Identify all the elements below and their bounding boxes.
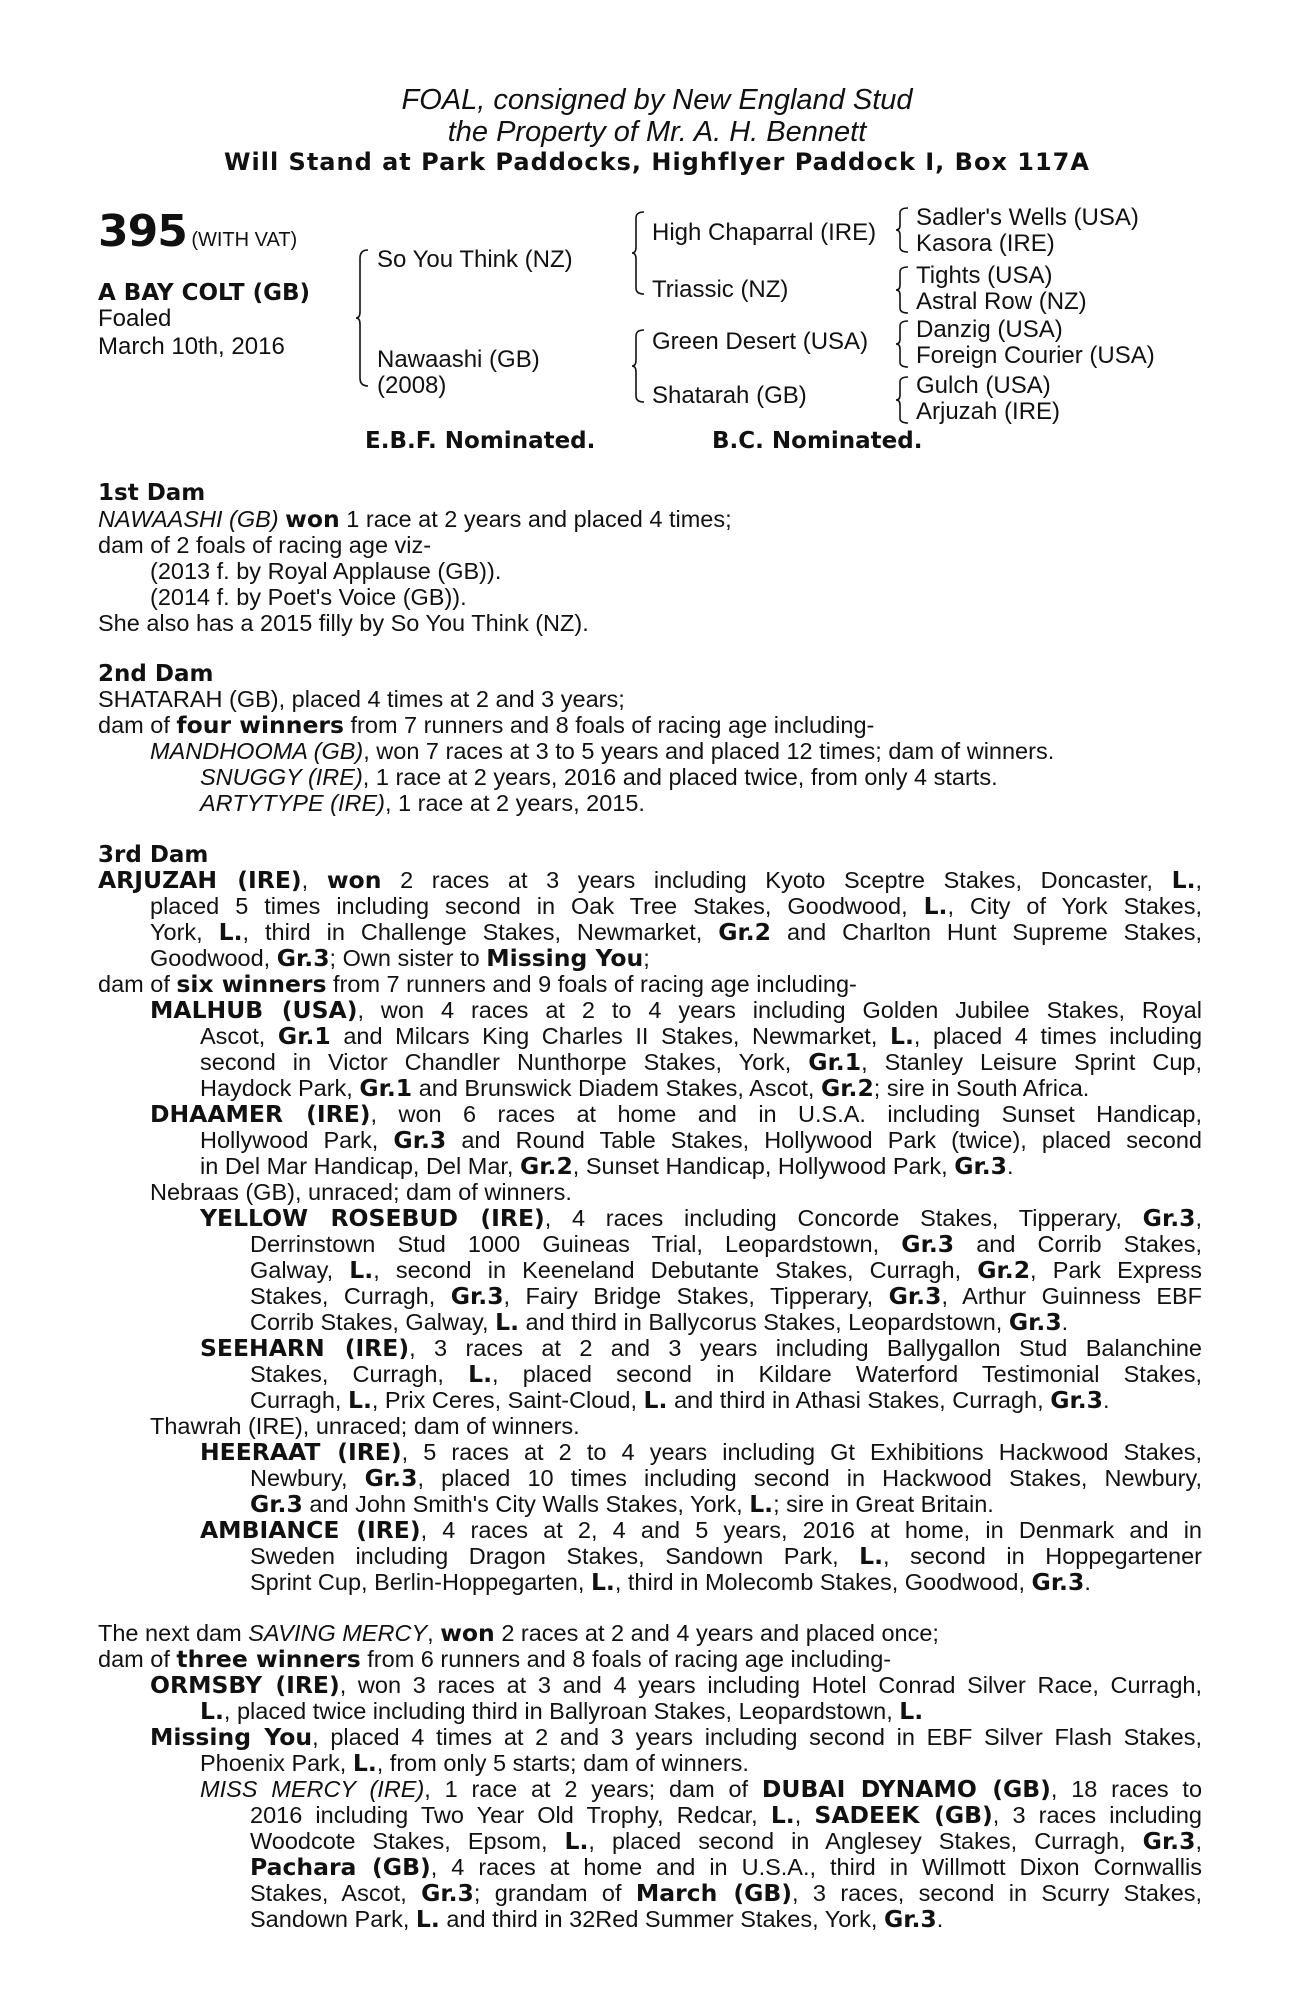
ss-bracket <box>896 206 910 256</box>
malhub-line-4: Haydock Park, Gr.1 and Brunswick Diadem Stakes, Ascot, Gr.2; sire in South Africa. <box>200 1074 1090 1102</box>
missing-you-line-1: Missing You, placed 4 times at 2 and 3 years including second in EBF Silver Flash Stakes, <box>150 1723 1202 1751</box>
dd-bracket <box>896 375 910 427</box>
yellow-rosebud-line-3: Galway, L., second in Keeneland Debutante Stakes, Curragh, Gr.2, Park Express <box>250 1256 1203 1284</box>
miss-mercy-line-1: MISS MERCY (IRE), 1 race at 2 years; dam of DUBAI DYNAMO (GB), 18 races to <box>200 1775 1203 1803</box>
second-dam-runner-1: MANDHOOMA (GB), won 7 races at 3 to 5 years and placed 12 times; dam of winners. <box>150 738 1055 764</box>
parents-bracket <box>356 248 370 388</box>
dam-year: (2008) <box>377 372 447 399</box>
property-line: the Property of Mr. A. H. Bennett <box>447 116 867 148</box>
second-dam-produce: dam of four winners from 7 runners and 8 foals of racing age including- <box>98 711 875 739</box>
miss-mercy-line-4: Pachara (GB), 4 races at home and in U.S.A., third in Willmott Dixon Cornwallis <box>250 1853 1202 1881</box>
first-dam-filly: She also has a 2015 filly by So You Think (NZ). <box>98 610 589 636</box>
sire-sire: High Chaparral (IRE) <box>652 219 877 246</box>
ds-sire: Danzig (USA) <box>916 316 1063 343</box>
ss-dam: Kasora (IRE) <box>916 230 1055 257</box>
lot-title: A BAY COLT (GB) <box>98 280 311 306</box>
lot-number: 395 <box>98 206 187 257</box>
ss-sire: Sadler's Wells (USA) <box>916 204 1139 231</box>
malhub-line-3: second in Victor Chandler Nunthorpe Stakes, York, Gr.1, Stanley Leisure Sprint Cup, <box>200 1048 1202 1076</box>
dhaamer-line-3: in Del Mar Handicap, Del Mar, Gr.2, Sunset Handicap, Hollywood Park, Gr.3. <box>200 1152 1014 1180</box>
miss-mercy-line-6: Sandown Park, L. and third in 32Red Summer Stakes, York, Gr.3. <box>250 1905 944 1933</box>
dhaamer-line-1: DHAAMER (IRE), won 6 races at home and in U.S.A. including Sunset Handicap, <box>150 1100 1202 1128</box>
thawrah-line: Thawrah (IRE), unraced; dam of winners. <box>150 1413 580 1439</box>
seeharn-line-2: Stakes, Curragh, L., placed second in Kildare Waterford Testimonial Stakes, <box>250 1360 1202 1388</box>
miss-mercy-line-2: 2016 including Two Year Old Trophy, Redcar, L., SADEEK (GB), 3 races including <box>250 1801 1202 1829</box>
first-dam-produce-intro: dam of 2 foals of racing age viz- <box>98 532 432 558</box>
consignor-line: FOAL, consigned by New England Stud <box>401 84 913 116</box>
ambiance-line-2: Sweden including Dragon Stakes, Sandown Park, L., second in Hoppegartener <box>250 1542 1202 1570</box>
arjuzah-line-1: ARJUZAH (IRE), won 2 races at 3 years including Kyoto Sceptre Stakes, Doncaster, L., <box>98 866 1203 894</box>
second-dam-heading: 2nd Dam <box>98 661 214 687</box>
vat-note: (WITH VAT) <box>191 229 298 251</box>
ormsby-line-1: ORMSBY (IRE), won 3 races at 3 and 4 years including Hotel Conrad Silver Race, Curragh, <box>150 1671 1202 1699</box>
sire-line-bracket <box>632 210 646 296</box>
third-dam-heading: 3rd Dam <box>98 842 209 868</box>
second-dam-runner-2: SNUGGY (IRE), 1 race at 2 years, 2016 and placed twice, from only 4 starts. <box>200 764 998 790</box>
sd-dam: Astral Row (NZ) <box>916 288 1087 315</box>
ambiance-line-1: AMBIANCE (IRE), 4 races at 2, 4 and 5 years, 2016 at home, in Denmark and in <box>200 1516 1202 1544</box>
foaled-date: March 10th, 2016 <box>98 333 285 360</box>
dd-sire: Gulch (USA) <box>916 372 1051 399</box>
bc-nominated: B.C. Nominated. <box>712 428 923 454</box>
ormsby-line-2: L., placed twice including third in Ballyroan Stakes, Leopardstown, L. <box>200 1697 924 1725</box>
yellow-rosebud-line-5: Corrib Stakes, Galway, L. and third in Ballycorus Stakes, Leopardstown, Gr.3. <box>250 1308 1069 1336</box>
sire: So You Think (NZ) <box>377 246 573 273</box>
seeharn-line-1: SEEHARN (IRE), 3 races at 2 and 3 years including Ballygallon Stud Balanchine <box>200 1334 1202 1362</box>
lot-number-row <box>98 206 297 257</box>
sire-dam: Triassic (NZ) <box>652 276 789 303</box>
dd-dam: Arjuzah (IRE) <box>916 398 1061 425</box>
sd-bracket <box>896 265 910 317</box>
heeraat-line-3: Gr.3 and John Smith's City Walls Stakes, York, L.; sire in Great Britain. <box>250 1490 994 1518</box>
foaled-label: Foaled <box>98 305 172 332</box>
ambiance-line-3: Sprint Cup, Berlin-Hoppegarten, L., third in Molecomb Stakes, Goodwood, Gr.3. <box>250 1568 1091 1596</box>
heeraat-line-2: Newbury, Gr.3, placed 10 times including second in Hackwood Stakes, Newbury, <box>250 1464 1202 1492</box>
dam-dam: Shatarah (GB) <box>652 382 807 409</box>
second-dam-line: SHATARAH (GB), placed 4 times at 2 and 3 years; <box>98 686 625 712</box>
yellow-rosebud-line-4: Stakes, Curragh, Gr.3, Fairy Bridge Stakes, Tipperary, Gr.3, Arthur Guinness EBF <box>250 1282 1203 1310</box>
ds-bracket <box>896 319 910 371</box>
stand-location-line: Will Stand at Park Paddocks, Highflyer Paddock I, Box 117A <box>224 148 1090 176</box>
malhub-line-2: Ascot, Gr.1 and Milcars King Charles II Stakes, Newmarket, L., placed 4 times including <box>200 1022 1203 1050</box>
yellow-rosebud-line-2: Derrinstown Stud 1000 Guineas Trial, Leopardstown, Gr.3 and Corrib Stakes, <box>250 1230 1203 1258</box>
arjuzah-line-2: placed 5 times including second in Oak Tree Stakes, Goodwood, L., City of York Stakes, <box>150 892 1203 920</box>
miss-mercy-line-3: Woodcote Stakes, Epsom, L., placed second in Anglesey Stakes, Curragh, Gr.3, <box>250 1827 1202 1855</box>
ebf-nominated: E.B.F. Nominated. <box>365 428 596 454</box>
first-dam-produce-2: (2014 f. by Poet's Voice (GB)). <box>150 584 467 610</box>
yellow-rosebud-line-1: YELLOW ROSEBUD (IRE), 4 races including Concorde Stakes, Tipperary, Gr.3, <box>200 1204 1203 1232</box>
next-dam-produce: dam of three winners from 6 runners and 8 foals of racing age including- <box>98 1645 892 1673</box>
arjuzah-line-3: York, L., third in Challenge Stakes, Newmarket, Gr.2 and Charlton Hunt Supreme Stakes, <box>150 918 1203 946</box>
dhaamer-line-2: Hollywood Park, Gr.3 and Round Table Stakes, Hollywood Park (twice), placed second <box>200 1126 1202 1154</box>
arjuzah-line-4: Goodwood, Gr.3; Own sister to Missing You; <box>150 944 650 972</box>
arjuzah-produce: dam of six winners from 7 runners and 9 foals of racing age including- <box>98 970 857 998</box>
first-dam-heading: 1st Dam <box>98 480 206 506</box>
sd-sire: Tights (USA) <box>916 262 1053 289</box>
ds-dam: Foreign Courier (USA) <box>916 342 1155 369</box>
seeharn-line-3: Curragh, L., Prix Ceres, Saint-Cloud, L. and third in Athasi Stakes, Curragh, Gr.3. <box>250 1386 1110 1414</box>
heeraat-line-1: HEERAAT (IRE), 5 races at 2 to 4 years including Gt Exhibitions Hackwood Stakes, <box>200 1438 1202 1466</box>
second-dam-runner-3: ARTYTYPE (IRE), 1 race at 2 years, 2015. <box>200 790 645 816</box>
dam-sire: Green Desert (USA) <box>652 328 869 355</box>
first-dam-produce-1: (2013 f. by Royal Applause (GB)). <box>150 558 502 584</box>
nebraas-line: Nebraas (GB), unraced; dam of winners. <box>150 1179 572 1205</box>
next-dam-line: The next dam SAVING MERCY, won 2 races at 2 and 4 years and placed once; <box>98 1619 939 1647</box>
malhub-line-1: MALHUB (USA), won 4 races at 2 to 4 years including Golden Jubilee Stakes, Royal <box>150 996 1202 1024</box>
first-dam-line: NAWAASHI (GB) won 1 race at 2 years and placed 4 times; <box>98 505 732 533</box>
dam-line-bracket <box>632 328 646 404</box>
dam: Nawaashi (GB) <box>377 346 540 373</box>
missing-you-line-2: Phoenix Park, L., from only 5 starts; dam of winners. <box>200 1749 749 1777</box>
miss-mercy-line-5: Stakes, Ascot, Gr.3; grandam of March (GB), 3 races, second in Scurry Stakes, <box>250 1879 1203 1907</box>
